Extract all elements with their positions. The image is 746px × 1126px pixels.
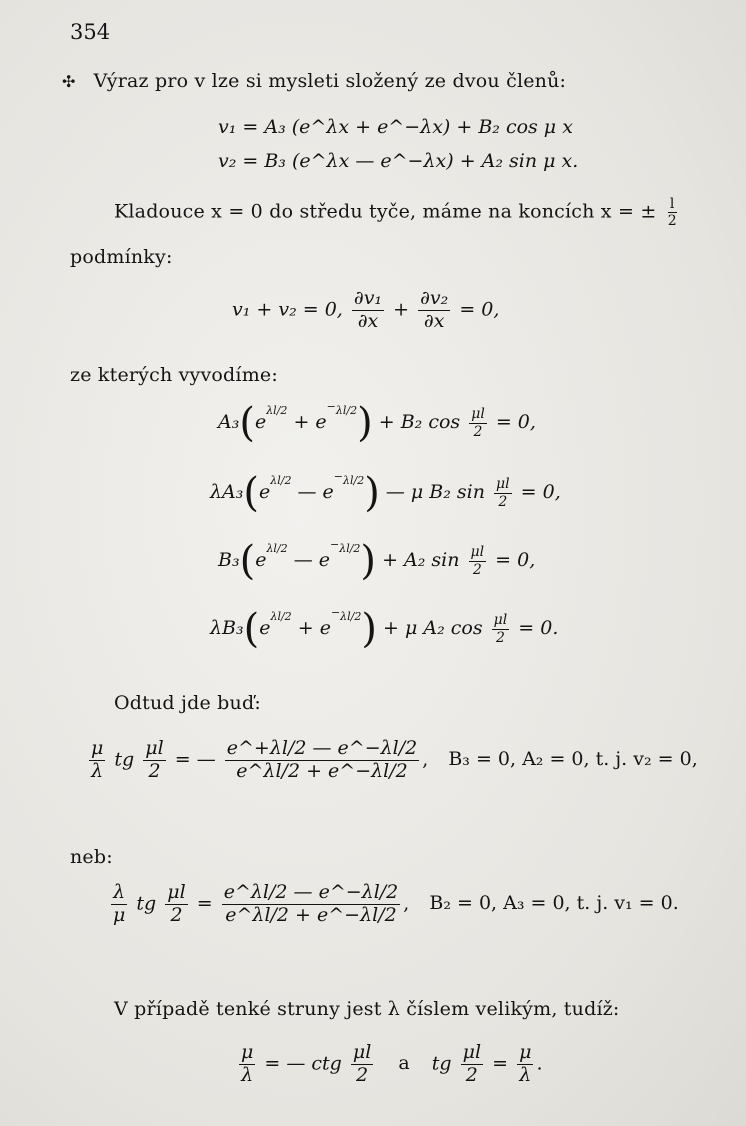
- equation-v1-body: (e^λx + e^−λx) + B₂ cos μ x: [291, 116, 573, 138]
- case-2-equation: $\frac{\lambda}{\mu}$ tg $\frac{\mu l}{2}$ = $\frac{e\^{}\lambda l/2 — e\^{}-\lambda l/2}{e\^{}\lambda l/2 + e\^{}-\lambda l/2}$ , B₂ = 0, A₃ = 0, t. j. v₁ = 0.: [113, 881, 679, 926]
- case1-fn: tg: [114, 748, 135, 771]
- sys2-rest: — μ B₂ sin: [385, 481, 485, 503]
- condition-frac-1: [352, 288, 384, 333]
- final-mid: = — ctg: [264, 1052, 342, 1075]
- final-equation: $\frac{\mu}{\lambda}$ = — ctg $\frac{\mu l}{2}$ a tg $\frac{\mu l}{2}$ = $\frac{\mu}{\lambda}$ .: [241, 1041, 543, 1086]
- condition-end: = 0,: [459, 298, 500, 321]
- sys4-coef: λB₃: [210, 617, 244, 639]
- final-fn: tg: [431, 1052, 452, 1075]
- sys3-coef: B₃: [218, 549, 240, 571]
- sys3-frac: $\frac{\mu l}{2}$: [470, 544, 485, 578]
- sys4-rest: + μ A₂ cos: [383, 617, 483, 639]
- kladouce-paragraph: [114, 196, 682, 229]
- vyvodime-text: ze kterých vyvodíme:: [70, 364, 278, 386]
- condition-frac-2: [418, 288, 450, 333]
- final-conj: a: [398, 1052, 410, 1075]
- sys1-frac: $\frac{\mu l}{2}$: [471, 406, 485, 440]
- case-1-equation: $\frac{\mu}{\lambda}$ tg $\frac{\mu l}{2}$ = — $\frac{e\^{}+\lambda l/2 — e\^{}-\lambda l/2}{e\^{}\lambda l/2 + e\^{}-\lambda l/2}$ , B₃ = 0, A₂ = 0, t. j. v₂ = 0,: [91, 737, 698, 782]
- sys2-end: = 0,: [520, 481, 561, 503]
- cond-f2-num: ∂v₂: [420, 287, 449, 309]
- sys4-frac: $\frac{\mu l}{2}$: [493, 612, 508, 646]
- sys4-end: = 0.: [518, 617, 559, 639]
- case1-rhs-num: e^+λl/2 — e^−λl/2: [226, 737, 418, 759]
- pripade-text: V případě tenké struny jest λ číslem velikým, tudíž:: [114, 998, 620, 1020]
- equation-v1-lhs: v₁ = A₃: [218, 116, 286, 138]
- case1-mid: = —: [174, 748, 216, 771]
- final-rhs-frac: $\frac{\mu}{\lambda}$: [519, 1041, 532, 1086]
- kladouce-frac-den: 2: [667, 213, 677, 230]
- equation-v2-lhs: v₂ = B₃: [218, 150, 286, 172]
- case2-lhs-frac: $\frac{\lambda}{\mu}$: [113, 881, 126, 926]
- case1-arg-frac: $\frac{\mu l}{2}$: [145, 737, 164, 782]
- case2-conditions: B₂ = 0, A₃ = 0, t. j. v₁ = 0.: [429, 892, 679, 915]
- sys1-end: = 0,: [495, 411, 536, 433]
- final-arg-frac-2: $\frac{\mu l}{2}$: [462, 1041, 482, 1086]
- case2-mid: =: [196, 892, 213, 915]
- cond-f1-den: ∂x: [357, 309, 379, 332]
- case2-arg-frac: $\frac{\mu l}{2}$: [167, 881, 186, 926]
- boundary-conditions: v₁ + v₂ = 0, $\frac{\text{∂v₁}}{\partial x}$ + $\frac{\text{∂v₂}}{\partial x}$ = 0,: [232, 287, 500, 332]
- cond-f1-num: ∂v₁: [353, 287, 383, 309]
- final-lhs-frac: $\frac{\mu}{\lambda}$: [241, 1041, 254, 1086]
- case1-rhs-den: e^λl/2 + e^−λl/2: [236, 759, 408, 782]
- kladouce-fraction: [666, 196, 679, 229]
- kladouce-frac-num: l: [669, 196, 675, 212]
- system-equation-1: $A_3(e^{\lambda l/2} + e^{-\lambda l/2}) + B_2$ cos $\frac{\mu l}{2}$ = 0,: [218, 400, 536, 446]
- sys1-coef: A₃: [218, 411, 240, 433]
- equation-v1: [218, 116, 573, 138]
- sys3-rest: + A₂ sin: [382, 549, 460, 571]
- neb-text: neb:: [70, 846, 113, 868]
- condition-sum: v₁ + v₂ = 0,: [232, 298, 343, 321]
- case1-rhs-frac: [225, 738, 419, 783]
- case2-rhs-frac: [222, 882, 401, 927]
- equation-v2: [218, 150, 578, 172]
- case2-rhs-num: e^λl/2 — e^−λl/2: [223, 881, 399, 903]
- cond-f2-den: ∂x: [423, 309, 445, 332]
- sys3-end: = 0,: [495, 549, 536, 571]
- case2-fn: tg: [136, 892, 157, 915]
- system-equation-2: $\lambda A_3(e^{\lambda l/2}$ — $e^{-\lambda l/2}$) — μ B₂ sin $\frac{\mu l}{2}$ = 0,: [210, 470, 561, 516]
- case1-lhs-frac: $\frac{\mu}{\lambda}$: [91, 737, 104, 782]
- podminky-text: podmínky:: [70, 246, 173, 268]
- final-arg-frac-1: $\frac{\mu l}{2}$: [352, 1041, 372, 1086]
- intro-text: Výraz pro v lze si mysleti složený ze dvou členů:: [93, 70, 567, 92]
- equation-v2-body: (e^λx — e^−λx) + A₂ sin μ x.: [291, 150, 579, 172]
- intro-paragraph: [62, 70, 566, 92]
- system-equation-3: $B_3(e^{\lambda l/2}$ — $e^{-\lambda l/2}) + A_2$ sin $\frac{\mu l}{2}$ = 0,: [218, 538, 536, 584]
- sys2-frac: $\frac{\mu l}{2}$: [496, 476, 510, 510]
- page-number: 354: [70, 20, 111, 44]
- sys2-coef: λA₃: [210, 481, 244, 503]
- case2-rhs-den: e^λl/2 + e^−λl/2: [225, 903, 397, 926]
- kladouce-text: Kladouce x = 0 do středu tyče, máme na koncích x = ±: [114, 200, 657, 223]
- case1-conditions: B₃ = 0, A₂ = 0, t. j. v₂ = 0,: [448, 748, 698, 771]
- margin-mark-icon: ✣: [62, 72, 76, 91]
- system-equation-4: $\lambda B_3(e^{\lambda l/2} + e^{-\lambda l/2}) + \mu$ A₂ cos $\frac{\mu l}{2}$ = 0.: [210, 606, 559, 652]
- sys1-rest: + B₂ cos: [378, 411, 461, 433]
- odtud-text: Odtud jde buď:: [114, 692, 261, 714]
